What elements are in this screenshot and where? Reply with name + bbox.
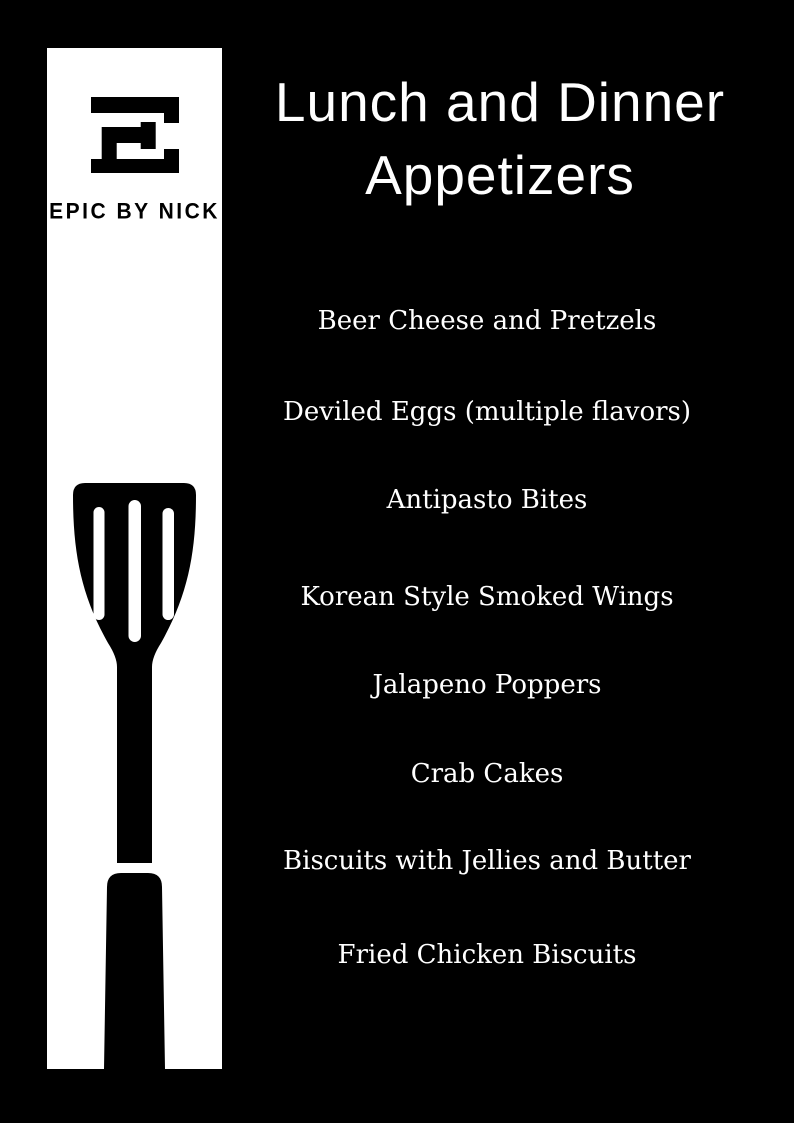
menu-item: Biscuits with Jellies and Butter (283, 846, 691, 876)
menu-item: Antipasto Bites (386, 485, 588, 515)
brand-stripe (47, 48, 222, 1069)
menu-item: Jalapeno Poppers (372, 670, 602, 700)
brand-name: EPIC BY NICK (49, 199, 220, 224)
menu-item: Deviled Eggs (multiple flavors) (282, 397, 692, 427)
epic-by-nick-logo-mark-icon (91, 97, 179, 173)
spatula-icon (47, 483, 222, 1069)
menu-title-line-1: Lunch and Dinner (274, 71, 726, 133)
menu-item: Crab Cakes (410, 759, 564, 789)
menu-item: Korean Style Smoked Wings (300, 582, 674, 612)
menu-item: Beer Cheese and Pretzels (317, 306, 657, 336)
menu-content (222, 0, 782, 1123)
menu-title-line-2: Appetizers (365, 144, 635, 206)
menu-item: Fried Chicken Biscuits (337, 940, 637, 970)
menu-title (222, 66, 778, 212)
